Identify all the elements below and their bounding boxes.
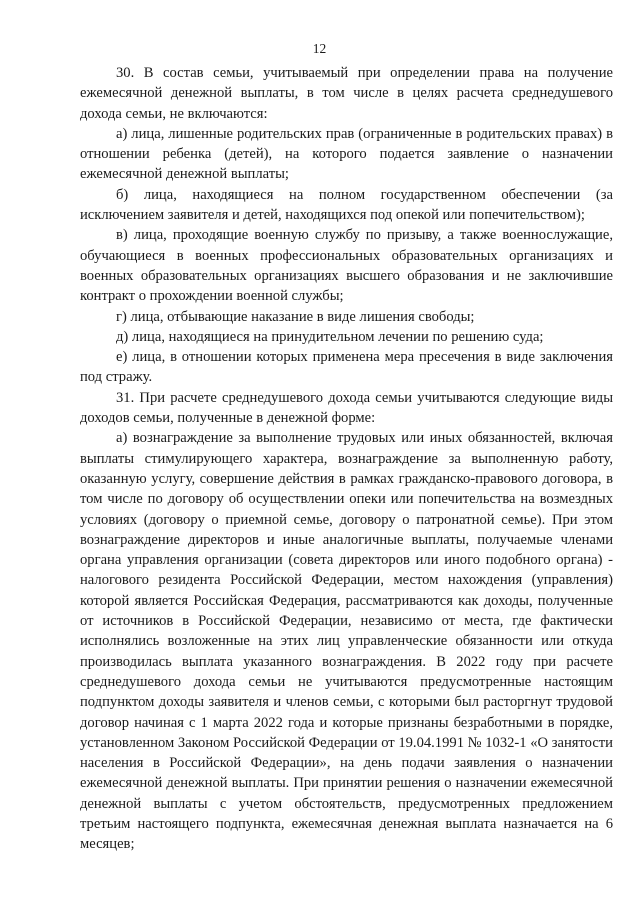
paragraph-30-e: е) лица, в отношении которых применена мера пресечения в виде заключения под стражу. <box>80 349 613 386</box>
paragraph-30: 30. В состав семьи, учитываемый при определении права на получение ежемесячной денежной выплаты, в том числе в целях расчета среднедушевого дохода семьи, не включаются: <box>80 65 613 122</box>
paragraph-31-a: а) вознаграждение за выполнение трудовых или иных обязанностей, включая выплаты стимулирующего характера, вознаграждение за выполненную работу, оказанную услугу, совершение действия в рамках гражданско-правового договора, в том числе по договору об осуществлении опеки или попечительства на возмездных условиях (договору о приемной семье, договору о патронатной семье). При этом вознаграждение директоров и иные аналогичные выплаты, получаемые членами органа управления организации (совета директоров или иного подобного органа) - налогового резидента Российской Федерации, местом нахождения (управления) которой является Российская Федерация, рассматриваются как доходы, полученные от источников в Российской Федерации, независимо от места, где фактически исполнялись возложенные на этих лиц управленческие обязанности или откуда производилась выплата указанного вознаграждения. В 2022 году при расчете среднедушевого дохода семьи не учитываются предусмотренные настоящим подпунктом доходы заявителя и членов семьи, с которыми был расторгнут трудовой договор начиная с 1 марта 2022 года и которые признаны безработными в порядке, установленном Законом Российской Федерации от 19.04.1991 № 1032-1 «О занятости населения в Российской Федерации», на день подачи заявления о назначении ежемесячной денежной выплаты. При принятии решения о назначении ежемесячной денежной выплаты с учетом обстоятельств, предусмотренных предложением третьим настоящего подпункта, ежемесячная денежная выплата назначается на 6 месяцев; <box>80 430 613 853</box>
paragraph-31: 31. При расчете среднедушевого дохода семьи учитываются следующие виды доходов семьи, полученные в денежной форме: <box>80 389 613 427</box>
paragraph-30-g: г) лица, отбывающие наказание в виде лишения свободы; <box>116 308 475 325</box>
paragraph-30-d: д) лица, находящиеся на принудительном лечении по решению суда; <box>116 328 544 345</box>
document-body <box>80 63 613 855</box>
paragraph-30-a: а) лица, лишенные родительских прав (ограниченные в родительских правах) в отношении ребенка (детей), на которого подается заявление о назначении ежемесячной денежной выплаты; <box>80 125 613 183</box>
page-number: 12 <box>312 41 327 56</box>
paragraph-30-v: в) лица, проходящие военную службу по призыву, а также военнослужащие, обучающиеся в военных профессиональных образовательных организациях и военных образовательных организациях высшего образования и не заключившие контракт о прохождении военной службы; <box>80 227 613 305</box>
paragraph-30-b: б) лица, находящиеся на полном государственном обеспечении (за исключением заявителя и детей, находящихся под опекой или попечительством); <box>80 186 613 224</box>
